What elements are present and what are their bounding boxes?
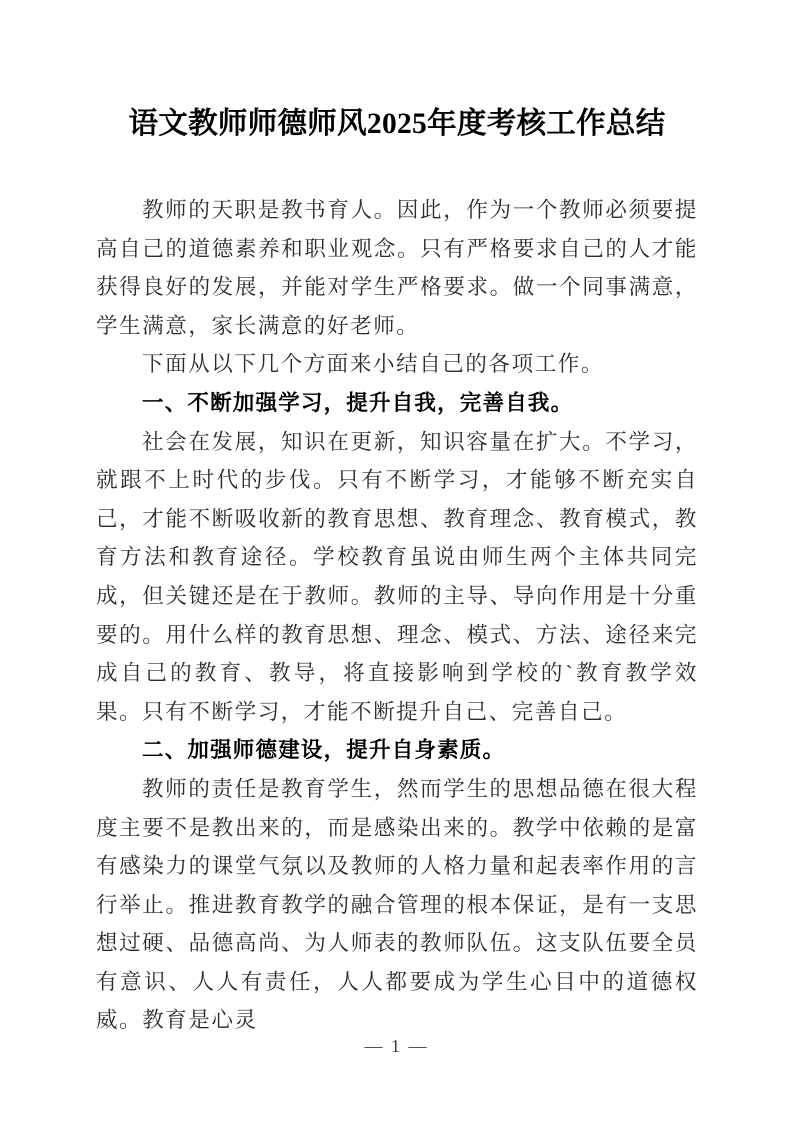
section-heading-one: 一、不断加强学习，提升自我，完善自我。	[142, 390, 574, 415]
document-body	[96, 0, 698, 1040]
section-heading-two: 二、加强师德建设，提升自身素质。	[142, 738, 506, 763]
paragraph-section-two-body: 教师的责任是教育学生，然而学生的思想品德在很大程度主要不是教出来的，而是感染出来的。教学中依赖的是富有感染力的课堂气氛以及教师的人格力量和起表率作用的言行举止。推进教育教学的融合管理的根本保证，是有一支思想过硬、品德高尚、为人师表的教师队伍。这支队伍要全员有意识、人人有责任，人人都要成为学生心目中的道德权威。教育是心灵	[96, 776, 698, 1033]
paragraph-outline-lead: 下面从以下几个方面来小结自己的各项工作。	[142, 352, 605, 377]
paragraph-intro: 教师的天职是教书育人。因此，作为一个教师必须要提高自己的道德素养和职业观念。只有严格要求自己的人才能获得良好的发展，并能对学生严格要求。做一个同事满意，学生满意，家长满意的好老师。	[96, 198, 698, 338]
paragraph-section-one-body: 社会在发展，知识在更新，知识容量在扩大。不学习，就跟不上时代的步伐。只有不断学习，才能够不断充实自己，才能不断吸收新的教育思想、教育理念、教育模式，教育方法和教育途径。学校教育虽说由师生两个主体共同完成，但关键还是在于教师。教师的主导、导向作用是十分重要的。用什么样的教育思想、理念、模式、方法、途径来完成自己的教育、教导，将直接影响到学校的`教育教学效果。只有不断学习，才能不断提升自己、完善自己。	[96, 429, 698, 724]
page-number-footer: — 1 —	[364, 1036, 429, 1056]
page-title: 语文教师师德师风2025年度考核工作总结	[128, 108, 666, 140]
